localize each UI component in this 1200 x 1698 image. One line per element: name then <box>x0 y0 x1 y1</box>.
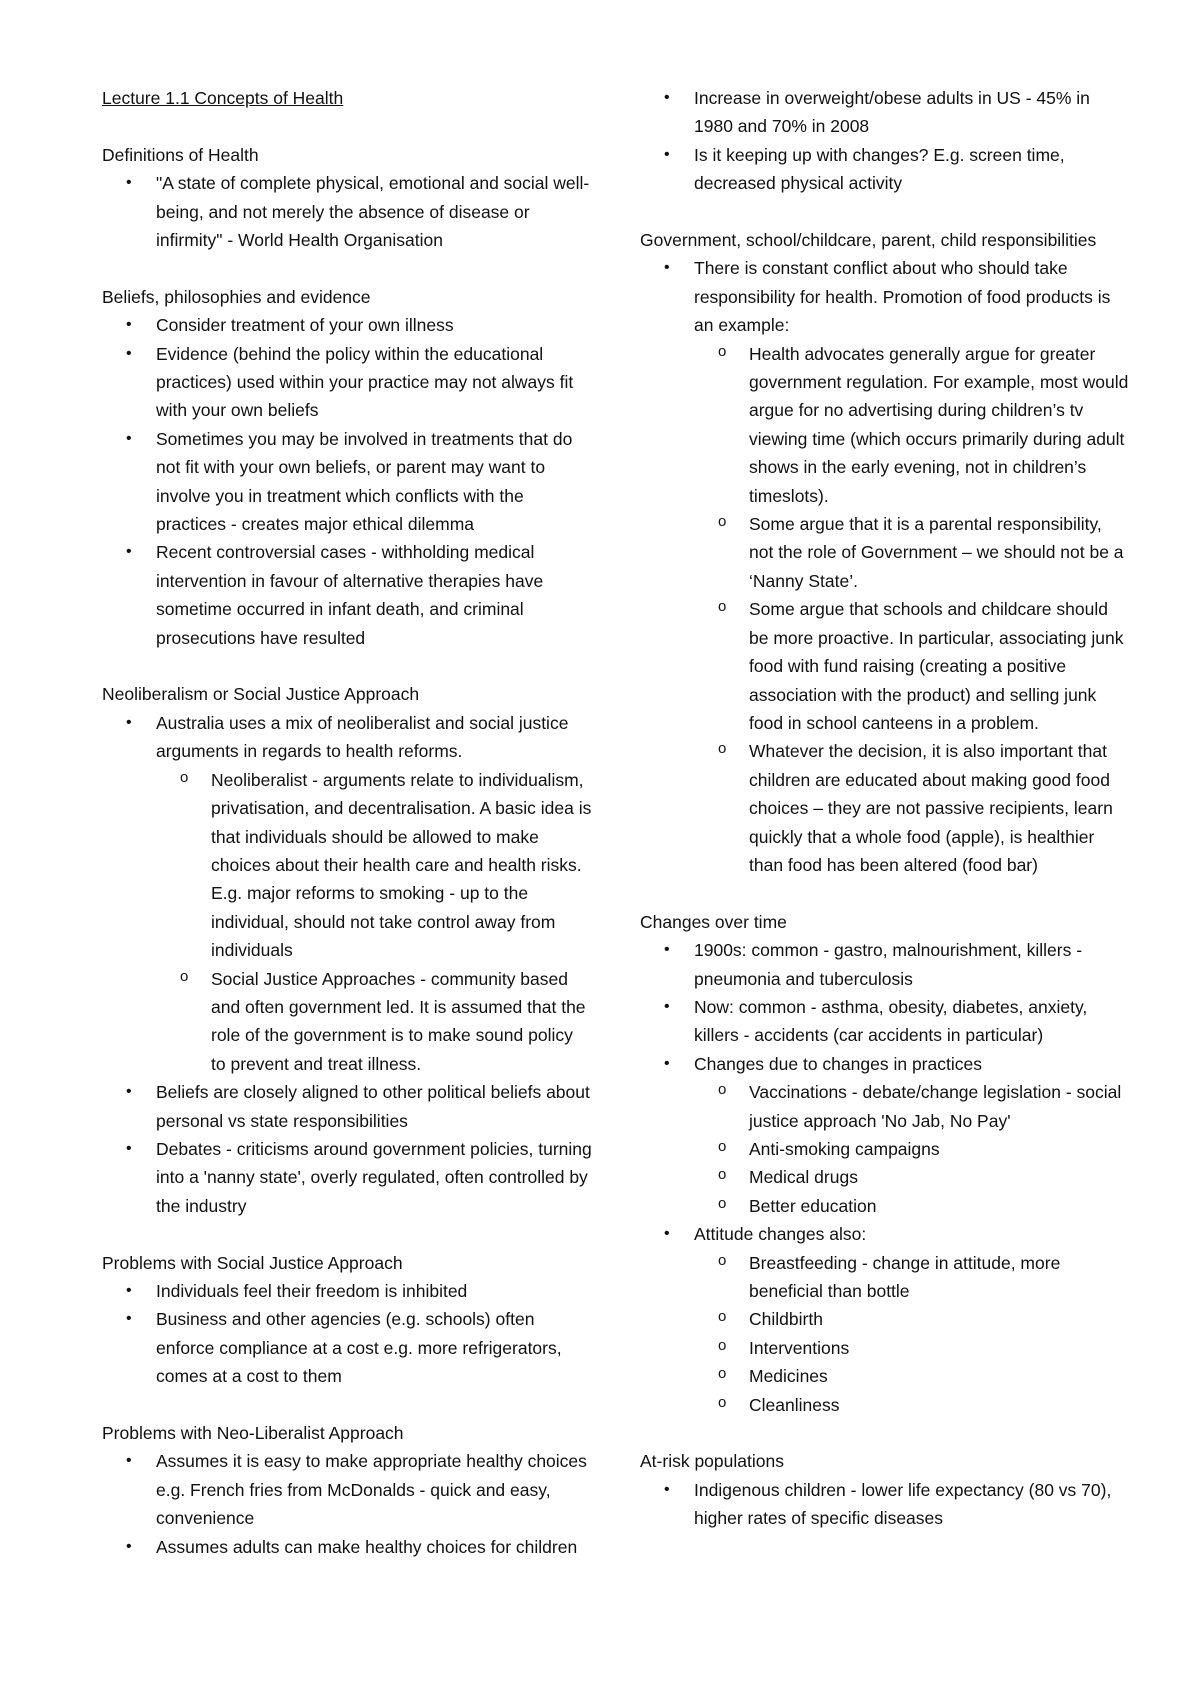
neoliberalism-heading: Neoliberalism or Social Justice Approach <box>102 684 420 705</box>
list-item <box>102 709 592 1078</box>
neoliberalism-list <box>102 709 592 1220</box>
list-item-text: There is constant conflict about who should take responsibility for health. Promotion of food products is an example: <box>694 258 1111 336</box>
sub-list-item: o Some argue that schools and childcare should be more proactive. In particular, associating junk food with fund raising (creating a positive association with the product) and selling junk food in school canteens in a problem. <box>694 595 1130 737</box>
left-column <box>102 84 592 1561</box>
sub-list-item: o Neoliberalist - arguments relate to individualism, privatisation, and decentralisation. A basic idea is that individuals should be allowed to make choices about their health care and health risks. E.g. major reforms to smoking - up to the individual, should not take control away from individuals <box>156 766 592 965</box>
problems-nl-list <box>102 1447 592 1561</box>
list-item: • Business and other agencies (e.g. schools) often enforce compliance at a cost e.g. more refrigerators, comes at a cost to them <box>102 1305 592 1390</box>
list-item: • Increase in overweight/obese adults in US - 45% in 1980 and 70% in 2008 <box>640 84 1130 141</box>
page-title: Lecture 1.1 Concepts of Health <box>102 88 344 108</box>
sub-list-item: o Health advocates generally argue for greater government regulation. For example, most would argue for no advertising during children’s tv viewing time (which occurs primarily during adult shows in the early evening, not in children’s timeslots). <box>694 340 1130 510</box>
problems-sj-list <box>102 1277 592 1391</box>
list-item: • Assumes it is easy to make appropriate healthy choices e.g. French fries from McDonalds - quick and easy, convenience <box>102 1447 592 1532</box>
practices-sublist <box>694 1078 1130 1220</box>
list-item: • Debates - criticisms around government policies, turning into a 'nanny state', overly regulated, often controlled by the industry <box>102 1135 592 1220</box>
list-item: • "A state of complete physical, emotional and social well-being, and not merely the absence of disease or infirmity" - World Health Organisation <box>102 169 592 254</box>
list-item: • Beliefs are closely aligned to other political beliefs about personal vs state responsibilities <box>102 1078 592 1135</box>
neoliberalism-sublist <box>156 766 592 1078</box>
sub-list-item: o Whatever the decision, it is also important that children are educated about making good food choices – they are not passive recipients, learn quickly that a whole food (apple), is healthier than food has been altered (food bar) <box>694 737 1130 879</box>
sub-list-item: o Vaccinations - debate/change legislation - social justice approach 'No Jab, No Pay' <box>694 1078 1130 1135</box>
sub-list-item: o Some argue that it is a parental responsibility, not the role of Government – we should not be a ‘Nanny State’. <box>694 510 1130 595</box>
sub-list-item: o Cleanliness <box>694 1391 1130 1419</box>
list-item-text: Attitude changes also: <box>694 1224 867 1245</box>
changes-list <box>640 936 1130 1419</box>
problems-sj-heading: Problems with Social Justice Approach <box>102 1252 403 1273</box>
list-item: • Individuals feel their freedom is inhibited <box>102 1277 592 1305</box>
list-item: • Now: common - asthma, obesity, diabetes, anxiety, killers - accidents (car accidents in particular) <box>640 993 1130 1050</box>
beliefs-list <box>102 311 592 652</box>
list-item: • Consider treatment of your own illness <box>102 311 592 339</box>
atrisk-list <box>640 1476 1130 1533</box>
sub-list-item: o Interventions <box>694 1334 1130 1362</box>
list-item: • Is it keeping up with changes? E.g. screen time, decreased physical activity <box>640 141 1130 198</box>
sub-list-item: o Medical drugs <box>694 1163 1130 1191</box>
list-item <box>640 1220 1130 1419</box>
attitude-sublist <box>694 1249 1130 1419</box>
obesity-list <box>640 84 1130 198</box>
responsibilities-sublist <box>694 340 1130 880</box>
sub-list-item: o Anti-smoking campaigns <box>694 1135 1130 1163</box>
changes-heading: Changes over time <box>640 911 787 932</box>
atrisk-heading: At-risk populations <box>640 1451 784 1472</box>
list-item: • Evidence (behind the policy within the educational practices) used within your practice may not always fit with your own beliefs <box>102 340 592 425</box>
sub-list-item: o Breastfeeding - change in attitude, more beneficial than bottle <box>694 1249 1130 1306</box>
list-item: • Indigenous children - lower life expectancy (80 vs 70), higher rates of specific diseases <box>640 1476 1130 1533</box>
problems-nl-heading: Problems with Neo-Liberalist Approach <box>102 1423 404 1444</box>
sub-list-item: o Medicines <box>694 1362 1130 1390</box>
list-item: • Sometimes you may be involved in treatments that do not fit with your own beliefs, or parent may want to involve you in treatment which conflicts with the practices - creates major ethical dilemma <box>102 425 592 539</box>
list-item <box>640 1050 1130 1220</box>
list-item: • 1900s: common - gastro, malnourishment, killers - pneumonia and tuberculosis <box>640 936 1130 993</box>
sub-list-item: o Social Justice Approaches - community based and often government led. It is assumed that the role of the government is to make sound policy to prevent and treat illness. <box>156 965 592 1079</box>
definitions-heading: Definitions of Health <box>102 144 259 165</box>
beliefs-heading: Beliefs, philosophies and evidence <box>102 286 371 307</box>
responsibilities-list <box>640 254 1130 879</box>
responsibilities-heading: Government, school/childcare, parent, child responsibilities <box>640 230 1097 251</box>
list-item-text: Changes due to changes in practices <box>694 1053 982 1074</box>
sub-list-item: o Childbirth <box>694 1305 1130 1333</box>
sub-list-item: o Better education <box>694 1192 1130 1220</box>
list-item: • Recent controversial cases - withholding medical intervention in favour of alternative therapies have sometime occurred in infant death, and criminal prosecutions have resulted <box>102 538 592 652</box>
list-item: • Assumes adults can make healthy choices for children <box>102 1533 592 1561</box>
definitions-list <box>102 169 592 254</box>
right-column <box>640 84 1130 1533</box>
list-item-text: Australia uses a mix of neoliberalist and social justice arguments in regards to health reforms. <box>156 712 569 762</box>
list-item <box>640 254 1130 879</box>
